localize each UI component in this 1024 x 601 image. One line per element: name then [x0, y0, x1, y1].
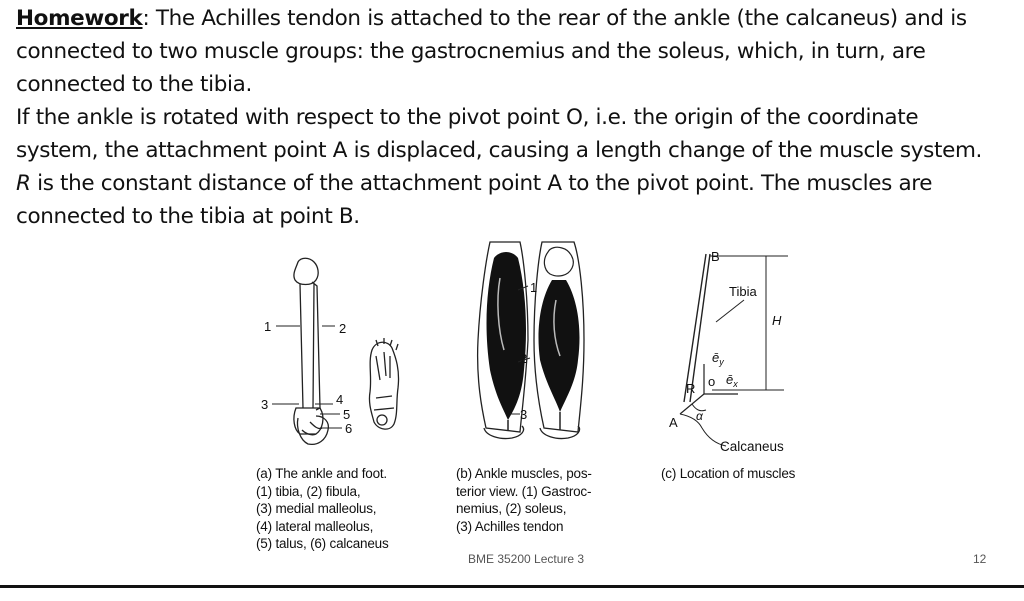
- paragraph-1-line-3: connected to the tibia.: [16, 72, 252, 97]
- bottom-rule: [0, 585, 1024, 588]
- figure-c-label-o: o: [708, 374, 716, 389]
- footer-course: BME 35200 Lecture 3: [468, 552, 585, 566]
- figure-b-label-1: 1: [530, 280, 538, 295]
- paragraph-2-line-2: system, the attachment point A is displaced, causing a length change of the muscle system.: [16, 138, 983, 163]
- page-number: 12: [973, 552, 987, 566]
- figure-b-label-2: 2: [520, 351, 528, 366]
- paragraph-2-line-1: If the ankle is rotated with respect to the pivot point O, i.e. the origin of the coordinate: [16, 105, 919, 130]
- figure-a-label-1: 1: [264, 319, 272, 334]
- figure-c-label-r: R: [686, 381, 696, 396]
- figure-b-label-3: 3: [520, 407, 528, 422]
- paragraph-2-line-3: R is the constant distance of the attachment point A to the pivot point. The muscles are: [16, 171, 933, 196]
- figure-a-label-2: 2: [339, 321, 347, 336]
- figure-c-label-b: B: [711, 249, 720, 264]
- variable-r: R: [16, 171, 31, 196]
- figure-c-label-h: H: [772, 313, 782, 328]
- figure-c-label-tibia: Tibia: [729, 284, 757, 299]
- figure-c-label-ey: $ē_y$: [712, 350, 724, 367]
- paragraph-1-line-1: Homework: The Achilles tendon is attached to the rear of the ankle (the calcaneus) and is: [16, 6, 967, 31]
- figure-c-label-calcaneus: Calcaneus: [720, 439, 784, 454]
- figure-a-label-6: 6: [345, 421, 353, 436]
- paragraph-2-line-4: connected to the tibia at point B.: [16, 204, 360, 229]
- figure-a-label-4: 4: [336, 392, 344, 407]
- figure-a-labels: [261, 319, 352, 436]
- figure-a-ankle-and-foot: [272, 258, 399, 444]
- homework-keyword: Homework: [16, 6, 143, 31]
- figure-b-ankle-muscles: [478, 242, 584, 439]
- figure-a-label-3: 3: [261, 397, 269, 412]
- paragraph-1-line-2: connected to two muscle groups: the gastrocnemius and the soleus, which, in turn, are: [16, 39, 926, 64]
- figure-c-caption: (c) Location of muscles: [661, 466, 796, 481]
- figure-c-labels: [669, 249, 784, 454]
- figure-b-caption: (b) Ankle muscles, pos- terior view. (1) Gastroc- nemius, (2) soleus, (3) Achilles tendon: [456, 466, 592, 534]
- figure-a-caption: (a) The ankle and foot. (1) tibia, (2) fibula, (3) medial malleolus, (4) lateral malleolus, (5) talus, (6) calcaneus: [256, 466, 389, 551]
- figure-c-label-a: A: [669, 415, 678, 430]
- figure-c-label-ex: $ē_x$: [726, 372, 738, 389]
- figure-a-label-5: 5: [343, 407, 351, 422]
- figure-c-label-alpha: α: [696, 409, 703, 423]
